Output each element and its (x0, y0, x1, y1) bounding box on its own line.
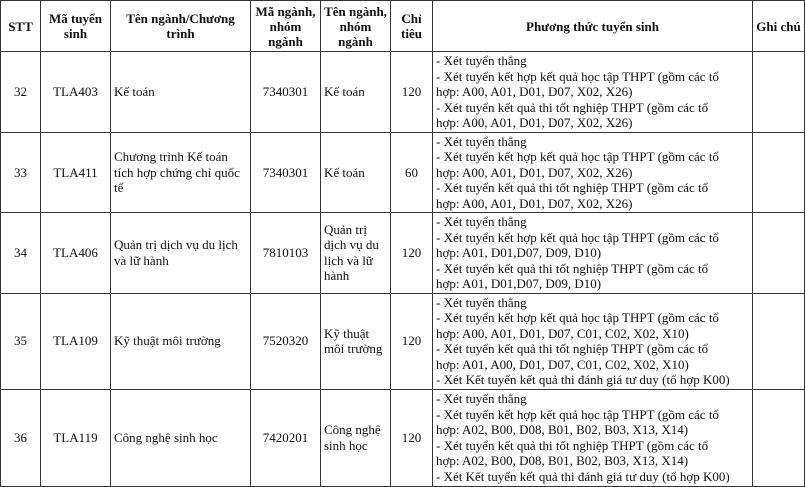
method-line: - Xét tuyển kết quả thi tốt nghiệp THPT (gồm các tổ (436, 99, 709, 115)
method-line: - Xét tuyển kết quả thi tốt nghiệp THPT (gồm các tổ (436, 260, 709, 276)
cell-method (433, 52, 753, 133)
cell-note (753, 132, 805, 213)
cell-code: TLA403 (41, 52, 111, 133)
cell-code: TLA119 (41, 389, 111, 486)
header-major-name: Tên ngành, nhóm ngành (321, 1, 391, 52)
method-line: hợp: A02, B00, D08, B01, B02, B03, X13, X14) (436, 422, 689, 437)
method-line: - Xét tuyển kết quả thi tốt nghiệp THPT (gồm các tổ (436, 180, 709, 195)
header-stt: STT (1, 1, 41, 52)
table-row (1, 132, 805, 213)
cell-program: Quản trị dịch vụ du lịch và lữ hành (111, 213, 251, 294)
cell-program: Kỹ thuật môi trường (111, 293, 251, 389)
method-line: hợp: A01, A00, D01, D07, C01, C02, X02, X10) (436, 356, 689, 372)
method-line: - Xét tuyển thẳng (436, 133, 527, 149)
cell-note (753, 389, 805, 486)
method-line: hợp: A01, D01,D07, D09, D10) (436, 276, 602, 291)
cell-method (433, 293, 753, 389)
cell-method (433, 132, 753, 213)
cell-major-name: Kỹ thuật môi trường (321, 293, 391, 389)
method-line: - Xét Kết tuyển kết quả thi đánh giá tư duy (tổ hợp K00) (436, 372, 730, 387)
cell-note (753, 52, 805, 133)
cell-major-code: 7340301 (251, 52, 321, 133)
method-line: hợp: A00, A01, D01, D07, X02, X26) (436, 195, 633, 211)
method-line: - Xét tuyển kết hợp kết quả học tập THPT (gồm các tổ (436, 149, 719, 164)
cell-stt: 36 (1, 389, 41, 486)
cell-program: Kế toán (111, 52, 251, 133)
cell-code: TLA406 (41, 213, 111, 294)
header-method: Phương thức tuyển sinh (433, 1, 753, 52)
method-line: - Xét tuyển kết hợp kết quả học tập THPT (gồm các tổ (436, 406, 719, 422)
cell-quota: 120 (391, 213, 433, 294)
method-line: hợp: A01, D01,D07, D09, D10) (436, 245, 602, 260)
method-line: hợp: A00, A01, D01, D07, X02, X26) (436, 115, 633, 130)
cell-major-name: Kế toán (321, 132, 391, 213)
method-line: - Xét tuyển thẳng (436, 214, 527, 229)
method-line: - Xét tuyển kết quả thi tốt nghiệp THPT (gồm các tổ (436, 437, 709, 453)
header-row (1, 1, 805, 52)
cell-stt: 32 (1, 52, 41, 133)
cell-quota: 120 (391, 293, 433, 389)
method-line: - Xét Kết tuyển kết quả thi đánh giá tư duy (tổ hợp K00) (436, 468, 730, 484)
cell-quota: 120 (391, 52, 433, 133)
cell-quota: 120 (391, 389, 433, 486)
cell-quota: 60 (391, 132, 433, 213)
table-row (1, 389, 805, 486)
cell-program: Chương trình Kế toán tích hợp chứng chỉ quốc tế (111, 132, 251, 213)
method-line: hợp: A00, A01, D01, D07, X02, X26) (436, 164, 633, 180)
table-row (1, 213, 805, 294)
method-line: - Xét tuyển kết quả thi tốt nghiệp THPT (gồm các tổ (436, 341, 709, 356)
method-line: - Xét tuyển thẳng (436, 391, 527, 406)
method-line: - Xét tuyển kết hợp kết quả học tập THPT (gồm các tổ (436, 68, 719, 84)
cell-major-name: Kế toán (321, 52, 391, 133)
table-row (1, 52, 805, 133)
cell-method (433, 389, 753, 486)
header-major-code: Mã ngành, nhóm ngành (251, 1, 321, 52)
cell-major-name: Công nghệ sinh học (321, 389, 391, 486)
cell-note (753, 213, 805, 294)
cell-code: TLA411 (41, 132, 111, 213)
method-line: hợp: A00, A01, D01, D07, C01, C02, X02, X10) (436, 325, 689, 341)
cell-stt: 33 (1, 132, 41, 213)
cell-program: Công nghệ sinh học (111, 389, 251, 486)
method-line: - Xét tuyển thẳng (436, 53, 527, 68)
header-note: Ghi chú (753, 1, 805, 52)
cell-major-name: Quản trị dịch vụ du lịch và lữ hành (321, 213, 391, 294)
cell-stt: 35 (1, 293, 41, 389)
method-line: hợp: A00, A01, D01, D07, X02, X26) (436, 84, 633, 99)
method-line: hợp: A02, B00, D08, B01, B02, B03, X13, X14) (436, 453, 689, 468)
method-line: - Xét tuyển thẳng (436, 294, 527, 310)
cell-note (753, 293, 805, 389)
cell-major-code: 7520320 (251, 293, 321, 389)
header-quota: Chỉ tiêu (391, 1, 433, 52)
cell-major-code: 7420201 (251, 389, 321, 486)
method-line: - Xét tuyển kết hợp kết quả học tập THPT (gồm các tổ (436, 310, 719, 325)
method-line: - Xét tuyển kết hợp kết quả học tập THPT (gồm các tổ (436, 229, 719, 245)
cell-method (433, 213, 753, 294)
table-row (1, 293, 805, 389)
header-program: Tên ngành/Chương trình (111, 1, 251, 52)
cell-stt: 34 (1, 213, 41, 294)
cell-major-code: 7340301 (251, 132, 321, 213)
cell-major-code: 7810103 (251, 213, 321, 294)
header-code: Mã tuyển sinh (41, 1, 111, 52)
cell-code: TLA109 (41, 293, 111, 389)
